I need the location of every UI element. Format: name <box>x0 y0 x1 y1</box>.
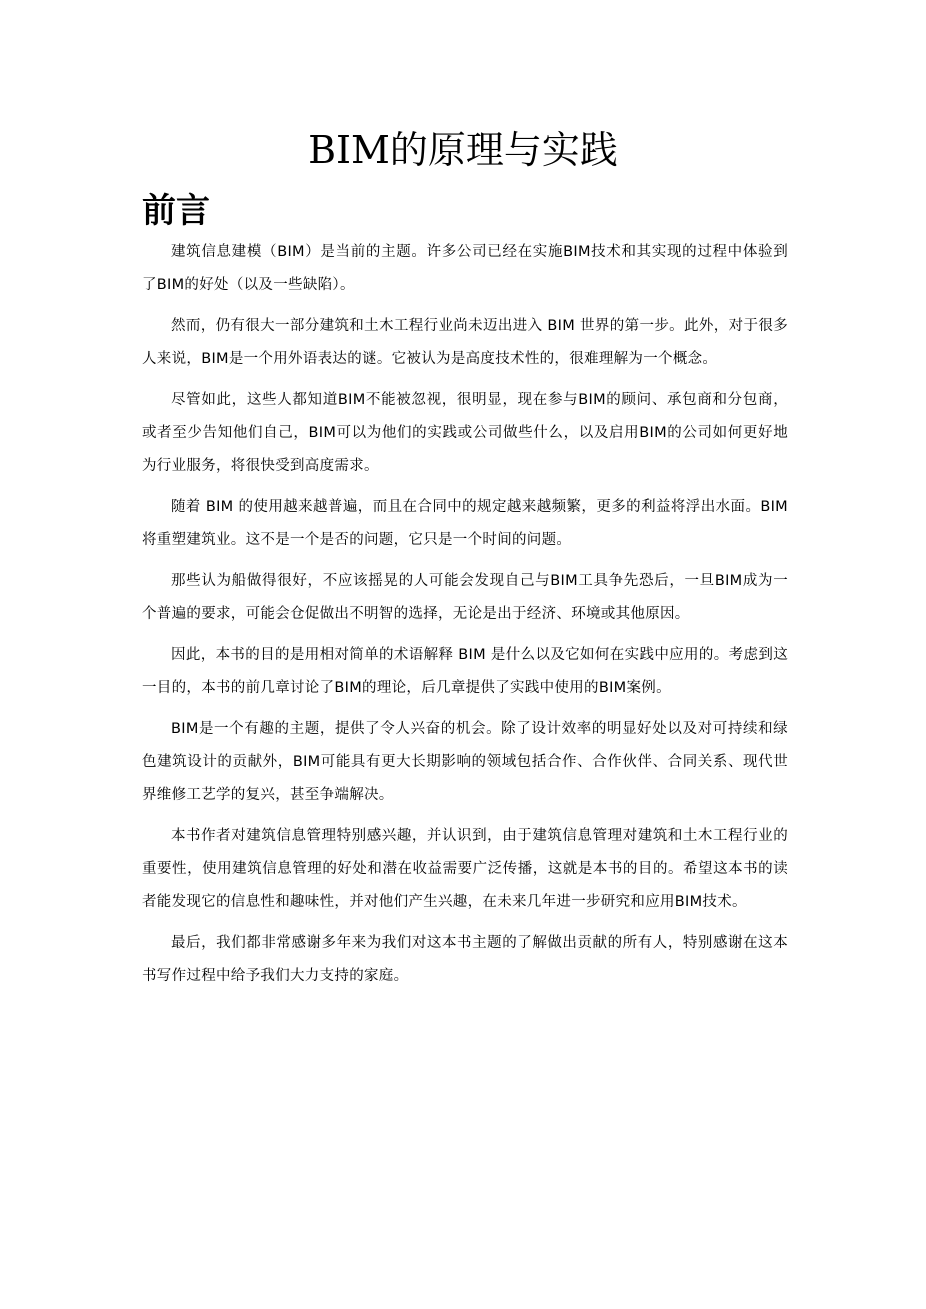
paragraph: 最后，我们都非常感谢多年来为我们对这本书主题的了解做出贡献的所有人，特别感谢在这本书写作过程中给予我们大力支持的家庭。 <box>142 935 788 984</box>
paragraph: 随着 BIM 的使用越来越普遍，而且在合同中的规定越来越频繁，更多的利益将浮出水面。BIM将重塑建筑业。这不是一个是否的问题，它只是一个时间的问题。 <box>142 499 788 548</box>
paragraph: 本书作者对建筑信息管理特别感兴趣，并认识到，由于建筑信息管理对建筑和土木工程行业的重要性，使用建筑信息管理的好处和潜在收益需要广泛传播，这就是本书的目的。希望这本书的读者能发现它的信息性和趣味性，并对他们产生兴趣，在未来几年进一步研究和应用BIM技术。 <box>142 828 788 910</box>
paragraph: 尽管如此，这些人都知道BIM不能被忽视，很明显，现在参与BIM的顾问、承包商和分包商，或者至少告知他们自己，BIM可以为他们的实践或公司做些什么，以及启用BIM的公司如何更好地为行业服务，将很快受到高度需求。 <box>142 392 788 474</box>
document-title: BIM的原理与实践 <box>308 128 618 172</box>
paragraph: 因此，本书的目的是用相对简单的术语解释 BIM 是什么以及它如何在实践中应用的。考虑到这一目的，本书的前几章讨论了BIM的理论，后几章提供了实践中使用的BIM案例。 <box>142 647 788 696</box>
paragraph: 那些认为船做得很好，不应该摇晃的人可能会发现自己与BIM工具争先恐后，一旦BIM成为一个普遍的要求，可能会仓促做出不明智的选择，无论是出于经济、环境或其他原因。 <box>142 573 788 622</box>
document-body <box>142 236 788 1001</box>
paragraph: 然而，仍有很大一部分建筑和土木工程行业尚未迈出进入 BIM 世界的第一步。此外，对于很多人来说，BIM是一个用外语表达的谜。它被认为是高度技术性的，很难理解为一个概念。 <box>142 318 788 367</box>
paragraph: 建筑信息建模（BIM）是当前的主题。许多公司已经在实施BIM技术和其实现的过程中体验到了BIM的好处（以及一些缺陷）。 <box>142 244 788 293</box>
section-heading: 前言 <box>142 191 210 231</box>
paragraph: BIM是一个有趣的主题，提供了令人兴奋的机会。除了设计效率的明显好处以及对可持续和绿色建筑设计的贡献外，BIM可能具有更大长期影响的领域包括合作、合作伙伴、合同关系、现代世界维修工艺学的复兴，甚至争端解决。 <box>142 721 788 803</box>
